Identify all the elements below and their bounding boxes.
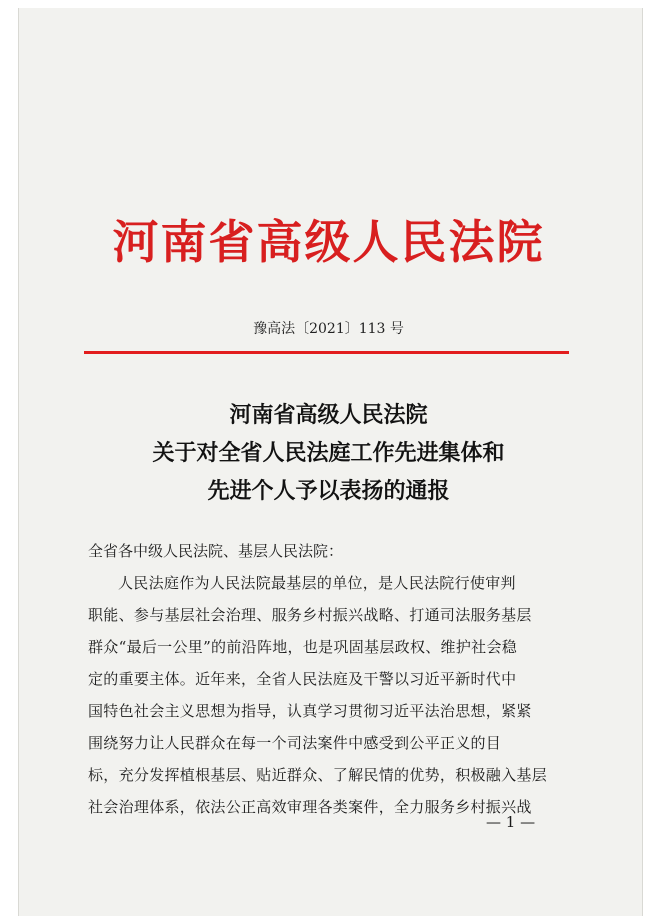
body-line: 标，充分发挥植根基层、贴近群众、了解民情的优势，积极融入基层 [88, 766, 548, 784]
body-line: 职能、参与基层社会治理、服务乡村振兴战略、打通司法服务基层 [88, 606, 532, 624]
red-separator-line [84, 351, 569, 354]
document-title-line-3: 先进个人予以表扬的通报 [207, 478, 450, 504]
document-title-line-1: 河南省高级人民法院 [229, 402, 428, 428]
body-line: 社会治理体系，依法公正高效审理各类案件，全力服务乡村振兴战 [88, 798, 532, 816]
document-number: 豫高法〔2021〕113 号 [253, 321, 404, 337]
document-title-line-2: 关于对全省人民法庭工作先进集体和 [152, 440, 505, 466]
body-line: 群众“最后一公里”的前沿阵地，也是巩固基层政权、维护社会稳 [88, 638, 518, 656]
body-line: 人民法庭作为人民法院最基层的单位，是人民法院行使审判 [118, 574, 516, 592]
body-line: 定的重要主体。近年来，全省人民法庭及干警以习近平新时代中 [88, 670, 517, 688]
issuing-organization: 河南省高级人民法院 [112, 215, 545, 269]
body-line: 国特色社会主义思想为指导，认真学习贯彻习近平法治思想，紧紧 [88, 702, 532, 720]
body-line: 围绕努力让人民群众在每一个司法案件中感受到公平正义的目 [88, 734, 502, 752]
page-number: — 1 — [486, 813, 536, 831]
salutation: 全省各中级人民法院、基层人民法院： [88, 542, 344, 560]
